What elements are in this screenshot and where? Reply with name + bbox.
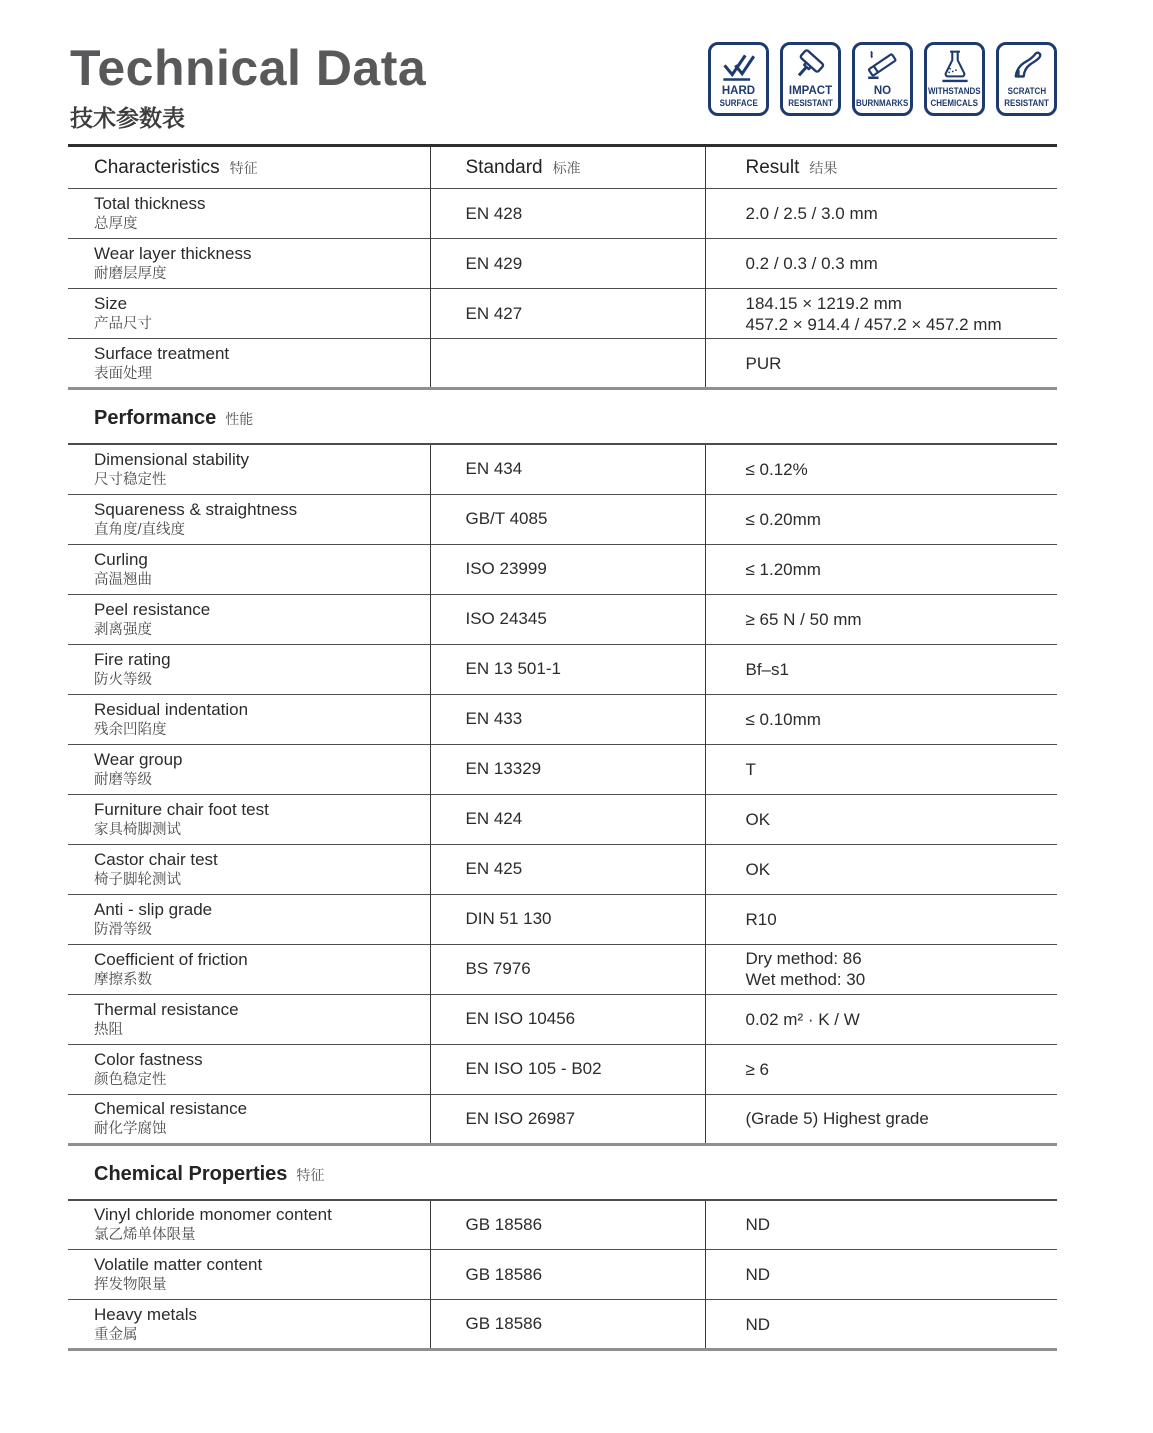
table-section (68, 390, 1057, 1146)
table-row (68, 594, 1057, 644)
row-label-zh: 家具椅脚测试 (94, 821, 181, 838)
heel-icon (1009, 48, 1045, 85)
row-label-zh: 氯乙烯单体限量 (94, 1227, 196, 1244)
table-row (68, 794, 1057, 844)
page-title: Technical Data (70, 40, 427, 96)
row-result: 0.2 / 0.3 / 0.3 mm (705, 239, 1057, 289)
table-row (68, 894, 1057, 944)
row-label-en: Total thickness (94, 194, 206, 213)
row-result: 184.15 × 1219.2 mm 457.2 × 914.4 / 457.2 × 457.2 mm (705, 289, 1057, 339)
row-label-en: Residual indentation (94, 699, 249, 719)
title-block (70, 40, 426, 132)
row-result: OK (705, 794, 1057, 844)
row-label-zh: 直角度/直线度 (94, 521, 186, 538)
mallet-icon (793, 48, 829, 85)
table-row (68, 694, 1057, 744)
row-standard: ISO 23999 (430, 544, 705, 594)
row-standard: GB/T 4085 (430, 494, 705, 544)
data-table (68, 144, 1057, 390)
row-label-zh: 总厚度 (94, 216, 138, 232)
row-label-zh: 重金属 (94, 1326, 138, 1343)
row-label-en: Wear layer thickness (94, 244, 252, 263)
table-row (68, 239, 1057, 289)
row-standard: EN 434 (430, 444, 705, 494)
table-row (68, 494, 1057, 544)
row-label-zh: 产品尺寸 (94, 316, 152, 332)
row-result: (Grade 5) Highest grade (705, 1094, 1057, 1144)
row-label-en: Color fastness (94, 1049, 203, 1069)
row-standard: EN 13329 (430, 744, 705, 794)
column-header-result: Result 结果 (705, 146, 1057, 189)
row-result: PUR (705, 339, 1057, 389)
row-label-en: Size (94, 294, 128, 313)
table-row (68, 1300, 1057, 1350)
section-title: Performance (94, 407, 217, 429)
table-row (68, 444, 1057, 494)
table-row (68, 1044, 1057, 1094)
badge-label-primary: IMPACT (788, 85, 833, 97)
row-standard: EN ISO 26987 (430, 1094, 705, 1144)
row-standard: EN 427 (430, 289, 705, 339)
table-header-row (68, 146, 1057, 189)
row-label-zh: 耐磨层厚度 (94, 266, 167, 282)
row-standard: EN 429 (430, 239, 705, 289)
table-row (68, 1250, 1057, 1300)
row-standard: EN 424 (430, 794, 705, 844)
row-label-en: Castor chair test (94, 849, 218, 869)
row-label-zh: 耐磨等级 (94, 771, 152, 788)
row-label-en: Fire rating (94, 649, 171, 669)
row-standard: EN 428 (430, 189, 705, 239)
row-label-zh: 尺寸稳定性 (94, 471, 167, 488)
table-row (68, 289, 1057, 339)
row-label-zh: 颜色稳定性 (94, 1071, 167, 1088)
badge-label-secondary: SURFACE (719, 98, 758, 109)
row-standard: EN 13 501-1 (430, 644, 705, 694)
double-check-icon (721, 48, 757, 85)
row-label-zh: 摩擦系数 (94, 971, 152, 988)
table-row (68, 844, 1057, 894)
row-label-zh: 残余凹陷度 (94, 721, 167, 738)
table-section (68, 144, 1057, 390)
section-heading (68, 1146, 1057, 1199)
row-result: ≤ 0.12% (705, 444, 1057, 494)
row-result: ND (705, 1250, 1057, 1300)
row-standard: DIN 51 130 (430, 894, 705, 944)
row-label-zh: 耐化学腐蚀 (94, 1121, 167, 1137)
table-row (68, 644, 1057, 694)
row-standard: ISO 24345 (430, 594, 705, 644)
table-section (68, 1146, 1057, 1352)
row-label-en: Volatile matter content (94, 1255, 263, 1274)
page-header (70, 40, 1057, 132)
certification-badge (852, 42, 913, 116)
row-result: ND (705, 1300, 1057, 1350)
row-label-en: Surface treatment (94, 343, 230, 363)
row-result: ≥ 6 (705, 1044, 1057, 1094)
data-table (68, 443, 1057, 1146)
row-standard: GB 18586 (430, 1300, 705, 1350)
row-label-zh: 防火等级 (94, 671, 152, 688)
technical-data-sheet (0, 40, 1153, 1351)
row-result: OK (705, 844, 1057, 894)
table-row (68, 1200, 1057, 1250)
row-result: ≤ 1.20mm (705, 544, 1057, 594)
row-label-zh: 热阻 (94, 1021, 123, 1038)
data-table (68, 1199, 1057, 1352)
row-label-en: Anti - slip grade (94, 899, 213, 919)
table-row (68, 544, 1057, 594)
row-label-en: Chemical resistance (94, 1099, 248, 1118)
badge-label-secondary: RESISTANT (1004, 98, 1049, 109)
table-row (68, 189, 1057, 239)
row-result: ≤ 0.10mm (705, 694, 1057, 744)
badge-label-primary: NO (873, 85, 892, 97)
section-title-zh: 性能 (225, 411, 254, 427)
row-label-en: Thermal resistance (94, 999, 239, 1019)
row-result: ≥ 65 N / 50 mm (705, 594, 1057, 644)
certification-badge (780, 42, 841, 116)
section-title-zh: 特征 (296, 1166, 325, 1183)
row-label-zh: 表面处理 (94, 365, 152, 382)
badge-label-secondary: RESISTANT (788, 98, 833, 109)
certification-badge (924, 42, 985, 116)
certification-badge (996, 42, 1057, 116)
row-standard: EN 425 (430, 844, 705, 894)
row-label-en: Coefficient of friction (94, 949, 248, 969)
section-title: Chemical Properties (94, 1162, 288, 1185)
row-standard: BS 7976 (430, 944, 705, 994)
row-result: ND (705, 1200, 1057, 1250)
row-label-zh: 椅子脚轮测试 (94, 871, 181, 888)
badge-label-secondary: CHEMICALS (930, 98, 979, 109)
row-result: 2.0 / 2.5 / 3.0 mm (705, 189, 1057, 239)
row-result: Bf–s1 (705, 644, 1057, 694)
row-standard (430, 339, 705, 389)
row-result: Dry method: 86 Wet method: 30 (705, 944, 1057, 994)
badge-label-primary: HARD (721, 85, 756, 97)
row-standard: EN ISO 10456 (430, 994, 705, 1044)
badge-label-primary: SCRATCH (1007, 86, 1046, 97)
table-row (68, 744, 1057, 794)
row-label-en: Vinyl chloride monomer content (94, 1205, 332, 1225)
row-label-en: Heavy metals (94, 1304, 197, 1324)
row-label-zh: 挥发物限量 (94, 1277, 167, 1293)
certification-badge (708, 42, 769, 116)
section-heading (68, 390, 1057, 443)
row-result: R10 (705, 894, 1057, 944)
page-subtitle: 技术参数表 (70, 105, 185, 131)
row-label-zh: 防滑等级 (94, 921, 152, 938)
row-label-zh: 高温翘曲 (94, 571, 152, 588)
badge-label-primary: WITHSTANDS (928, 86, 981, 97)
row-result: T (705, 744, 1057, 794)
tables-area (0, 144, 1153, 1351)
table-row (68, 339, 1057, 389)
row-result: 0.02 m² · K / W (705, 994, 1057, 1044)
certification-badges (708, 42, 1057, 116)
flask-icon (937, 48, 973, 85)
row-result: ≤ 0.20mm (705, 494, 1057, 544)
row-label-en: Curling (94, 549, 148, 569)
row-label-en: Wear group (94, 749, 183, 769)
cigarette-icon (865, 48, 901, 85)
row-label-en: Furniture chair foot test (94, 799, 269, 819)
row-standard: GB 18586 (430, 1200, 705, 1250)
column-header-standard: Standard 标准 (430, 146, 705, 189)
row-label-en: Peel resistance (94, 599, 211, 619)
table-row (68, 1094, 1057, 1144)
row-standard: GB 18586 (430, 1250, 705, 1300)
table-row (68, 994, 1057, 1044)
row-standard: EN ISO 105 - B02 (430, 1044, 705, 1094)
row-label-en: Dimensional stability (94, 449, 249, 469)
row-label-en: Squareness & straightness (94, 499, 298, 519)
row-standard: EN 433 (430, 694, 705, 744)
column-header-characteristics: Characteristics 特征 (94, 156, 258, 178)
row-label-zh: 剥离强度 (94, 621, 152, 638)
table-row (68, 944, 1057, 994)
badge-label-secondary: BURNMARKS (856, 98, 909, 109)
